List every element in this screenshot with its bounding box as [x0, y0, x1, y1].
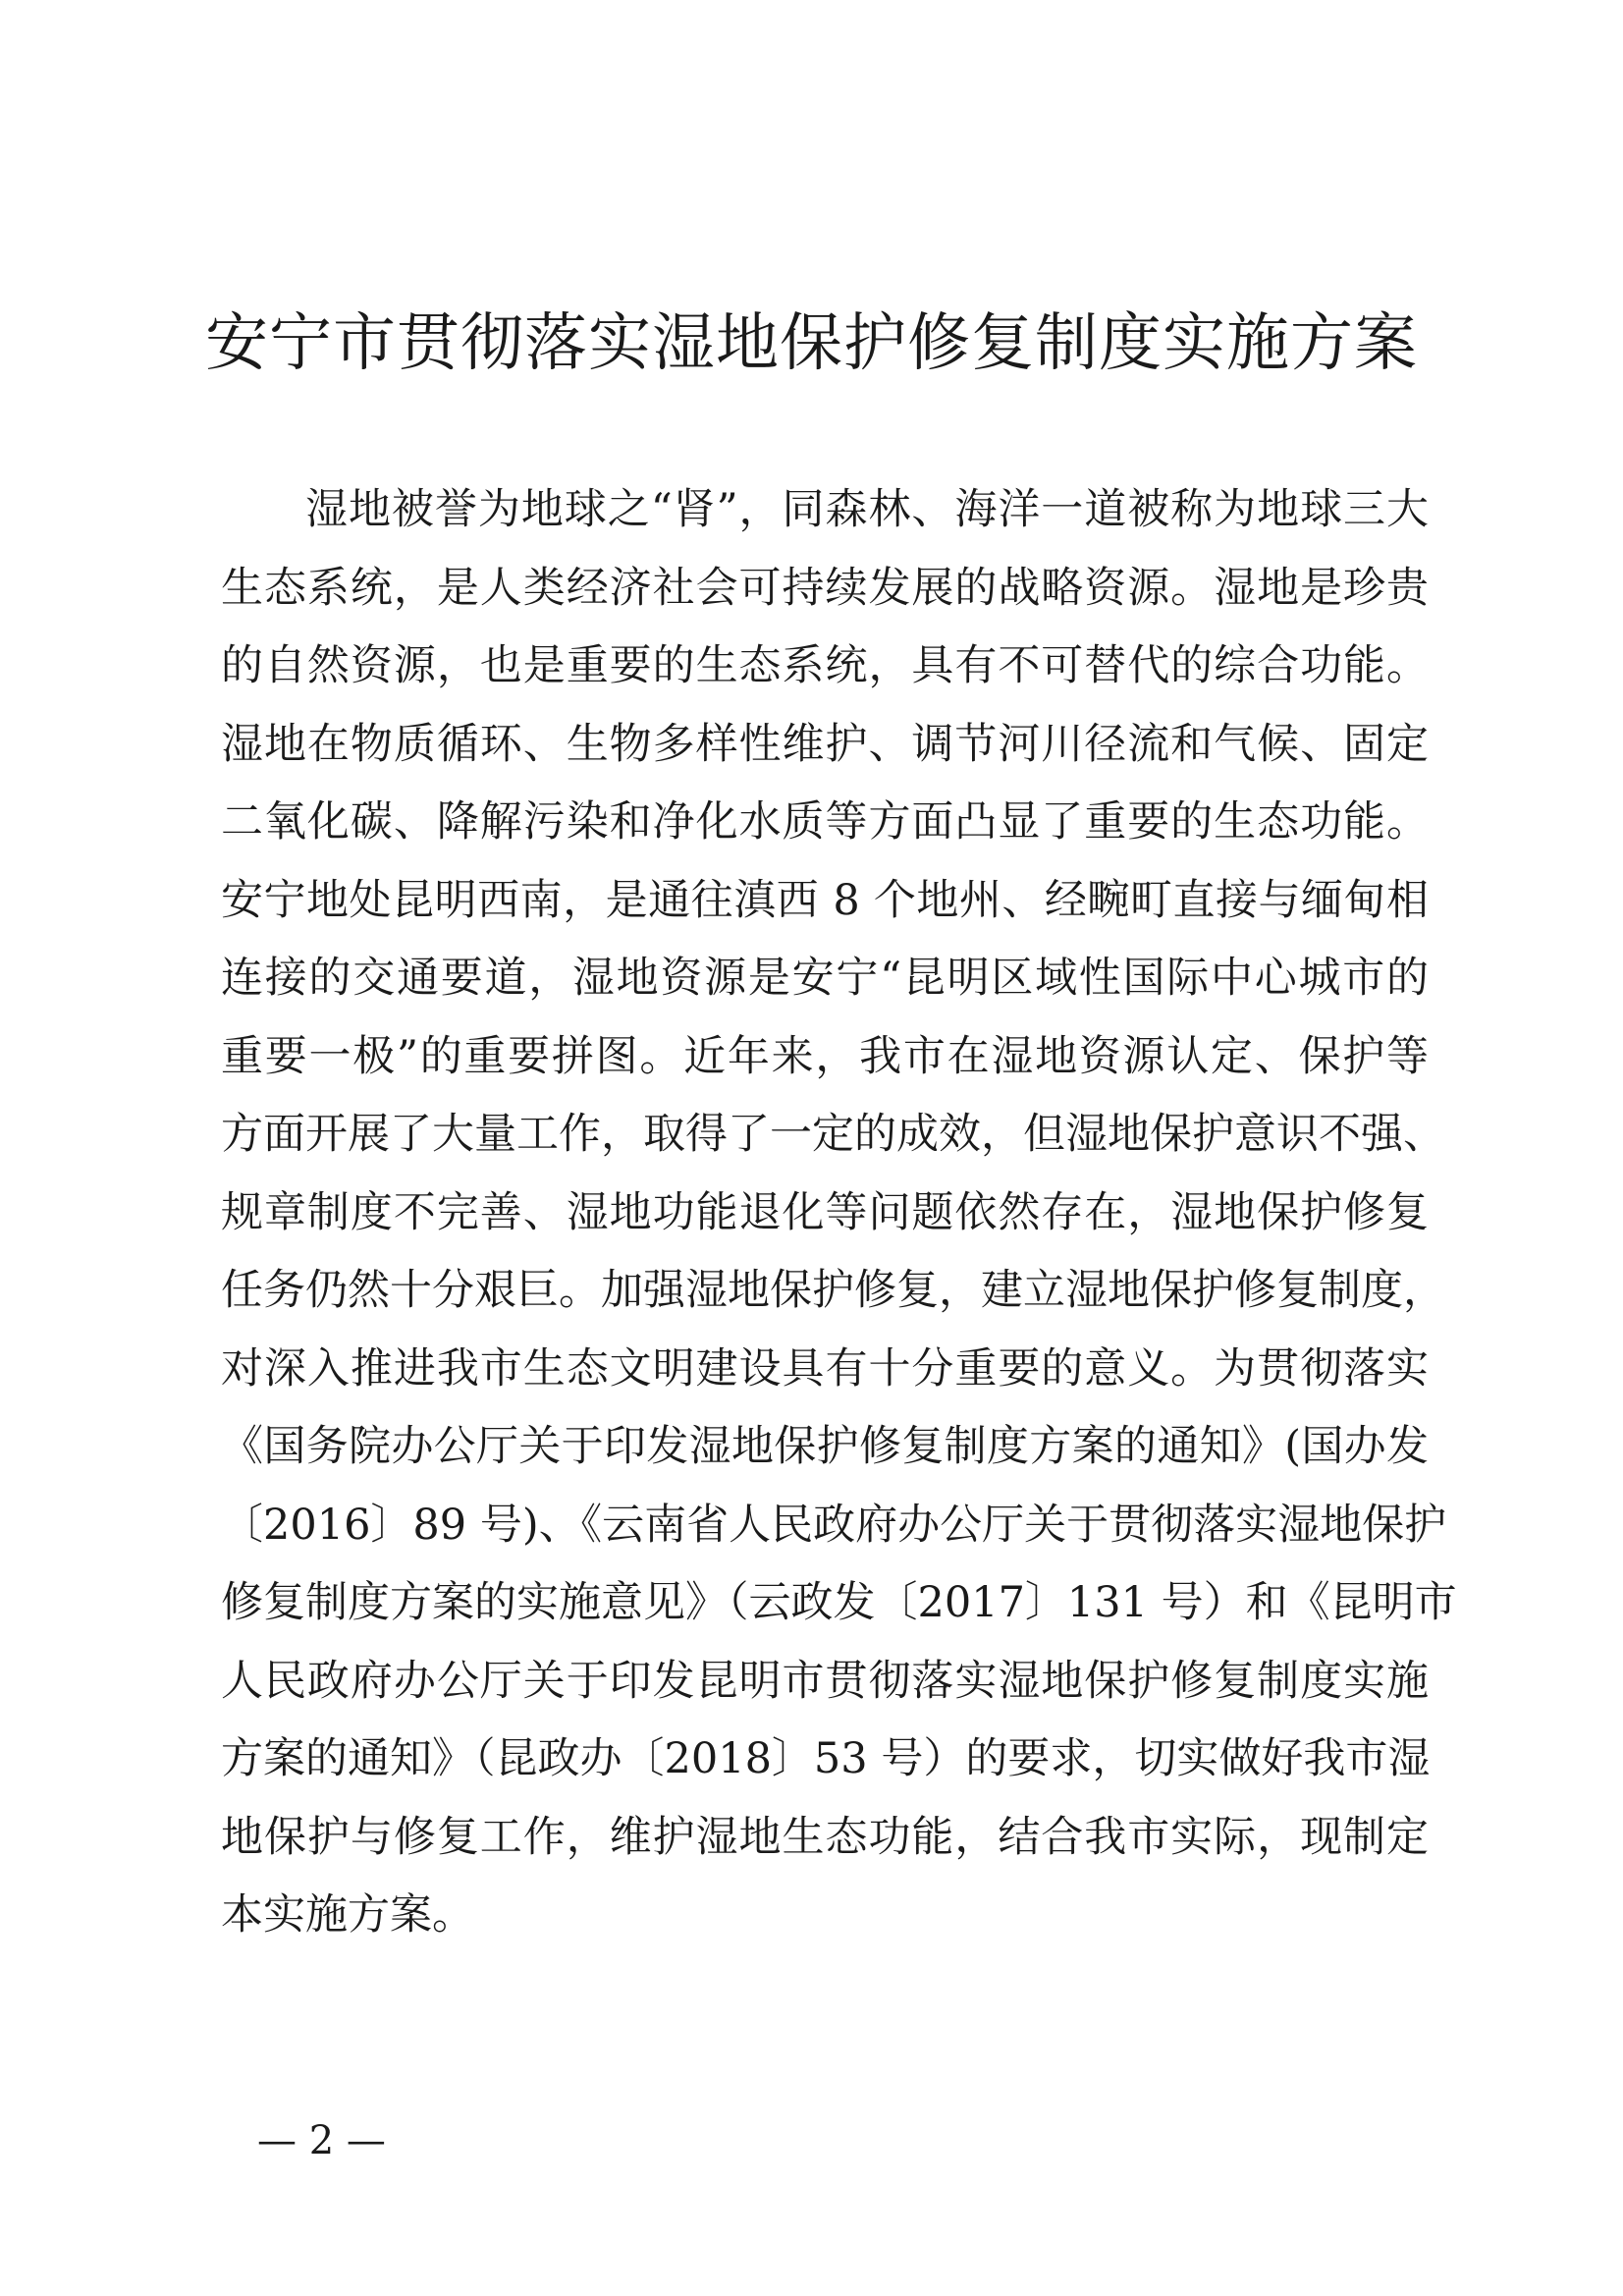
paragraph-line: 重要一极”的重要拼图。近年来，我市在湿地资源认定、保护等	[221, 1031, 1429, 1081]
paragraph-line: 《国务院办公厅关于印发湿地保护修复制度方案的通知》(国办发	[221, 1422, 1429, 1471]
paragraph-line: 地保护与修复工作，维护湿地生态功能，结合我市实际，现制定	[221, 1812, 1429, 1862]
paragraph-line: 〔2016〕89 号)、《云南省人民政府办公厅关于贯彻落实湿地保护	[221, 1500, 1447, 1550]
paragraph-line: 修复制度方案的实施意见》（云政发〔2017〕131 号）和《昆明市	[221, 1578, 1457, 1627]
paragraph-line: 生态系统，是人类经济社会可持续发展的战略资源。湿地是珍贵	[221, 563, 1429, 613]
document-title: 安宁市贯彻落实湿地保护修复制度实施方案	[205, 307, 1418, 380]
paragraph-line: 本实施方案。	[221, 1890, 474, 1940]
paragraph-line: 湿地在物质循环、生物多样性维护、调节河川径流和气候、固定	[221, 719, 1429, 769]
paragraph-line: 安宁地处昆明西南，是通往滇西 8 个地州、经畹町直接与缅甸相	[221, 875, 1429, 925]
paragraph-line: 任务仍然十分艰巨。加强湿地保护修复，建立湿地保护修复制度，	[221, 1266, 1445, 1315]
paragraph-line: 对深入推进我市生态文明建设具有十分重要的意义。为贯彻落实	[221, 1343, 1429, 1394]
paragraph-line: 连接的交通要道，湿地资源是安宁“昆明区域性国际中心城市的	[221, 954, 1429, 1003]
paragraph-line: 人民政府办公厅关于印发昆明市贯彻落实湿地保护修复制度实施	[221, 1656, 1429, 1706]
page-number: — 2 —	[257, 2118, 386, 2163]
paragraph-line: 方面开展了大量工作，取得了一定的成效，但湿地保护意识不强、	[221, 1110, 1445, 1159]
paragraph-line: 方案的通知》（昆政办〔2018〕53 号）的要求，切实做好我市湿	[221, 1734, 1431, 1783]
paragraph-line: 湿地被誉为地球之“肾”，同森林、海洋一道被称为地球三大	[305, 485, 1429, 534]
paragraph-line: 规章制度不完善、湿地功能退化等问题依然存在，湿地保护修复	[221, 1187, 1429, 1237]
body-paragraph	[221, 471, 1457, 1955]
paragraph-line: 的自然资源，也是重要的生态系统，具有不可替代的综合功能。	[221, 641, 1429, 690]
paragraph-line: 二氧化碳、降解污染和净化水质等方面凸显了重要的生态功能。	[221, 797, 1429, 847]
